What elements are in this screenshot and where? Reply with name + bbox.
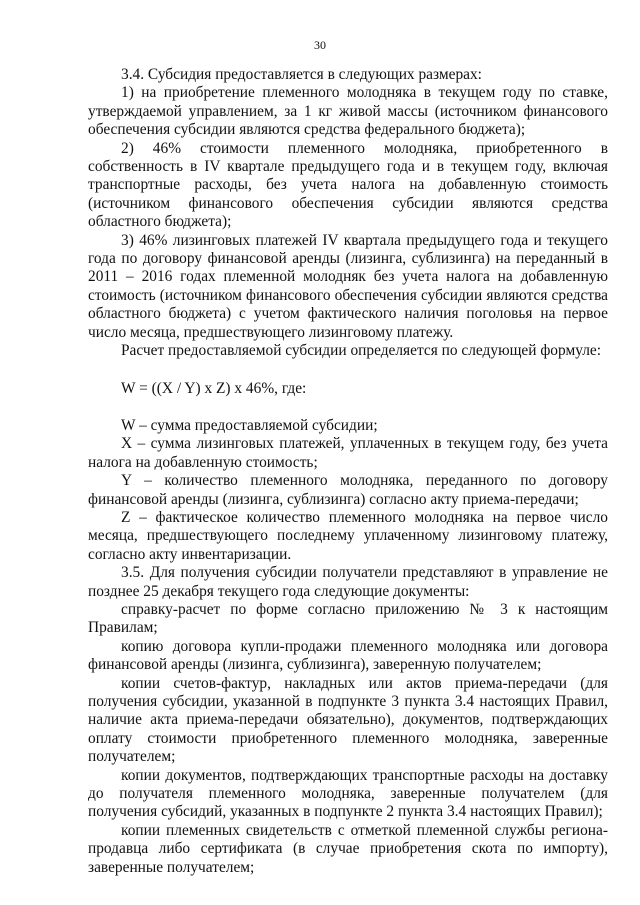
doc-item-transport-costs: копии документов, подтверждающих транспортные расходы на доставку до получателя племенного молодняка, заверенные получателем (для получения субсидий, указанных в подпункте 2 пункта 3.4 настоящих Правил); [88,766,608,821]
paragraph-3-5-heading: 3.5. Для получения субсидии получатели представляют в управление не позднее 25 декабря текущего года следующие документы: [88,564,608,600]
doc-item-contract-copy: копию договора купли-продажи племенного молодняка или договора финансовой аренды (лизинга, сублизинга), заверенную получателем; [88,637,608,674]
paragraph-3-4-heading: 3.4. Субсидия предоставляется в следующих размерах: [121,66,482,83]
definition-w: W – сумма предоставляемой субсидии; [121,416,378,434]
doc-item-breeding-certificates: копии племенных свидетельств с отметкой племенной службы региона-продавца либо сертификата (в случае приобретения скота по импорту), заверенные получателем; [88,821,608,876]
doc-item-calculation-certificate: справку-расчет по форме согласно приложению № 3 к настоящим Правилам; [88,600,608,637]
page-number: 30 [314,38,326,52]
doc-item-invoices-copies: копии счетов-фактур, накладных или актов приема-передачи (для получения субсидии, указанной в подпункте 3 пункта 3.4 настоящих Правил, наличие акта приема-передачи обязательно), документов, подтверждающих оплату стоимости приобретенного племенного молодняка, заверенные получателем; [88,674,608,766]
definition-x: X – сумма лизинговых платежей, уплаченных в текущем году, без учета налога на добавленную стоимость; [88,435,608,471]
paragraph-item-1: 1) на приобретение племенного молодняка в текущем году по ставке, утверждаемой управлением, за 1 кг живой массы (источником финансового обеспечения субсидии являются средства федерального бюджета); [88,84,608,139]
subsidy-formula: W = ((X / Y) x Z) x 46%, где: [121,379,307,397]
paragraph-item-3: 3) 46% лизинговых платежей IV квартала предыдущего года и текущего года по договору финансовой аренды (лизинга, сублизинга) на переданный в 2011 – 2016 годах племенной молодняк без учета налога на добавленную стоимость (источником финансового обеспечения субсидии являются средства областного бюджета) с учетом фактического наличия поголовья на первое число месяца, предшествующего лизинговому платежу. [88,231,608,341]
document-body [88,66,608,877]
definition-y: Y – количество племенного молодняка, переданного по договору финансовой аренды (лизинга, сублизинга) согласно акту приема-передачи; [88,472,608,508]
definition-z: Z – фактическое количество племенного молодняка на первое число месяца, предшествующего последнему уплаченному лизинговому платежу, согласно акту инвентаризации. [88,508,608,563]
paragraph-item-2: 2) 46% стоимости племенного молодняка, приобретенного в собственность в IV квартале предыдущего года и в текущем году, включая транспортные расходы, без учета налога на добавленную стоимость (источником финансового обеспечения субсидии являются средства областного бюджета); [88,139,608,231]
paragraph-formula-intro: Расчет предоставляемой субсидии определяется по следующей формуле: [121,342,602,360]
